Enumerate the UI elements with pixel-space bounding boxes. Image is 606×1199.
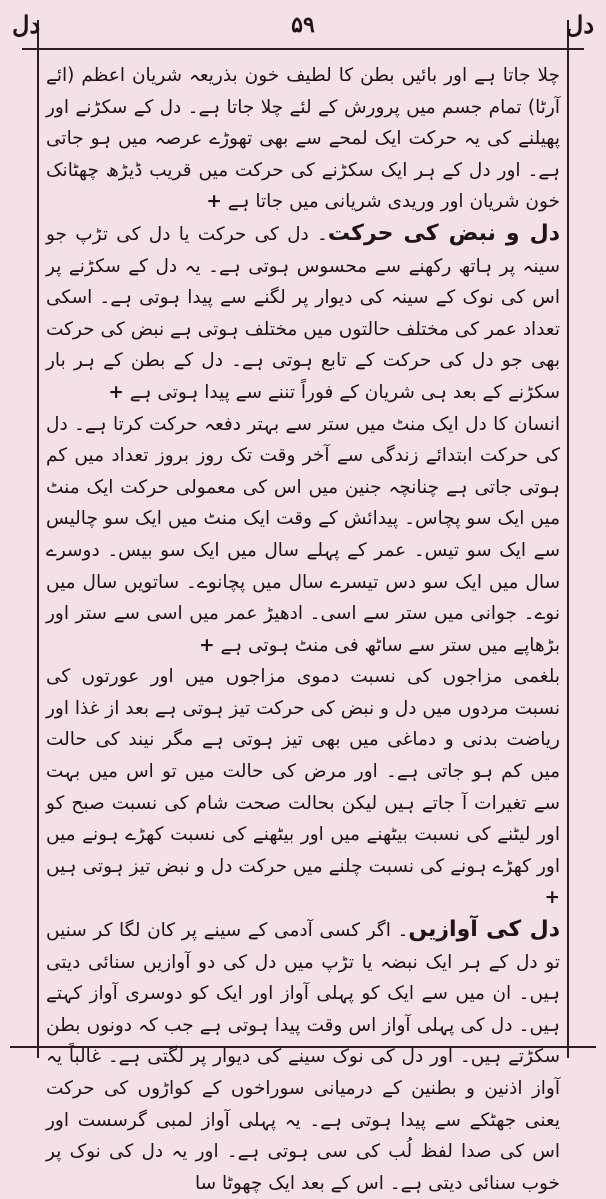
page-number: ۵۹: [291, 12, 315, 38]
paragraph-5: [46, 914, 560, 1199]
paragraph-text: ۔ اگر کسی آدمی کے سینے پر کان لگا کر سنیں تو دل کے ہر ایک نبضہ یا تڑپ میں دل کی دو آوازیں سنائی دیتی ہیں۔ ان میں سے ایک کو پہلی آواز اور ایک کو دوسری آواز کہتے ہیں۔ دل کی پہلی آواز اس وقت پیدا ہوتی ہے جب کہ دونوں بطن سکڑتے ہیں۔ اور دل کی نوک سینے کی دیوار پر لگتی ہے۔ غالباً یہ آواز اذنین و بطنین کے درمیانی سوراخوں کے کواڑوں کی حرکت یعنی جھٹکے سے پیدا ہوتی ہے۔ یہ پہلی آواز لمبی گرسست اور اس کی صدا لفظ لُب کی سی ہوتی ہے۔ اور یہ دل کی نوک پر خوب سنائی دیتی ہے۔ اس کے بعد ایک چھوٹا سا: [46, 920, 560, 1194]
paragraph-text: ۔ دل کی حرکت یا دل کی تڑپ جو سینہ پر ہاتھ رکھنے سے محسوس ہوتی ہے۔ یہ دل کے سکڑنے پر اس کی نوک کے سینہ کی دیوار پر لگنے سے پیدا ہوتی ہے۔ اسکی تعداد عمر کی مختلف حالتوں میں مختلف ہوتی ہے نبض کی حرکت بھی جو دل کی حرکت کے تابع ہوتی ہے۔ دل کے بطن کے ہر بار سکڑنے کے بعد ہی شریان کے فوراً تننے سے پیدا ہوتی ہے: [46, 223, 560, 403]
end-mark: +: [544, 887, 560, 909]
end-mark: +: [108, 381, 124, 403]
right-rule: [567, 20, 569, 1058]
running-title-right: دل: [565, 10, 594, 39]
paragraph-text: انسان کا دل ایک منٹ میں ستر سے بہتر دفعہ حرکت کرتا ہے۔ دل کی حرکت ابتدائے زندگی سے آخر وقت تک روز بروز تعداد میں کم ہوتی جاتی ہے چنانچہ جنین میں اس کی معمولی حرکت ایک منٹ میں ایک سو پچاس۔ پیدائش کے وقت ایک منٹ میں ایک سو چالیس سے ایک سو تیس۔ عمر کے پہلے سال میں ایک سو بیس۔ دوسرے سال میں ایک سو دس تیسرے سال میں پچانوے۔ ساتویں سال میں نوے۔ جوانی میں ستر سے اسی۔ ادھیڑ عمر میں اسی سے ستر اور بڑھاپے میں ستر سے ساٹھ فی منٹ ہوتی ہے: [46, 413, 560, 656]
paragraph-2: [46, 218, 560, 409]
end-mark: +: [199, 634, 215, 656]
section-heading-heart-sounds: دل کی آوازیں: [408, 917, 560, 943]
end-mark: +: [206, 191, 222, 213]
paragraph-3: [46, 409, 560, 662]
running-title-left: دل: [12, 10, 41, 39]
page-header: [12, 8, 594, 44]
paragraph-text: بلغمی مزاجوں کی نسبت دموی مزاجوں میں اور عورتوں کی نسبت مردوں میں دل و نبض کی حرکت تیز ہوتی ہے بعد از غذا اور ریاضت بدنی و دماغی میں بھی تیز ہوتی ہے مگر نیند کی حالت میں کم ہو جاتی ہے۔ اور مرض کی حالت میں تو اس میں بہت سے تغیرات آ جاتے ہیں لیکن بحالت صحت شام کی نسبت صبح کو اور لیٹنے کی نسبت بیٹھنے میں اور بیٹھنے کی نسبت کھڑے ہونے میں اور کھڑے ہونے کی نسبت چلنے میں حرکت دل و نبض تیز ہوتی ہیں: [45, 666, 560, 877]
paragraph-4: [46, 661, 560, 914]
top-rule: [22, 48, 584, 50]
paragraph-1: [46, 60, 560, 218]
section-heading-heart-and-pulse: دل و نبض کی حرکت: [327, 220, 560, 246]
left-rule: [37, 20, 39, 1058]
body-text: [45, 60, 560, 1194]
paragraph-text: چلا جاتا ہے اور بائیں بطن کا لطیف خون بذریعہ شریان اعظم (ائے آرٹا) تمام جسم میں پرورش کے لئے چلا جاتا ہے۔ دل کے سکڑنے اور پھیلنے کی یہ حرکت ایک لمحے سے بھی تھوڑے عرصہ میں ہو جاتی ہے۔ اور دل کے ہر ایک سکڑنے کی حرکت میں قریب ڈیڑھ چھٹانک خون شریان اور وریدی شریانی میں جاتا ہے: [46, 65, 560, 213]
